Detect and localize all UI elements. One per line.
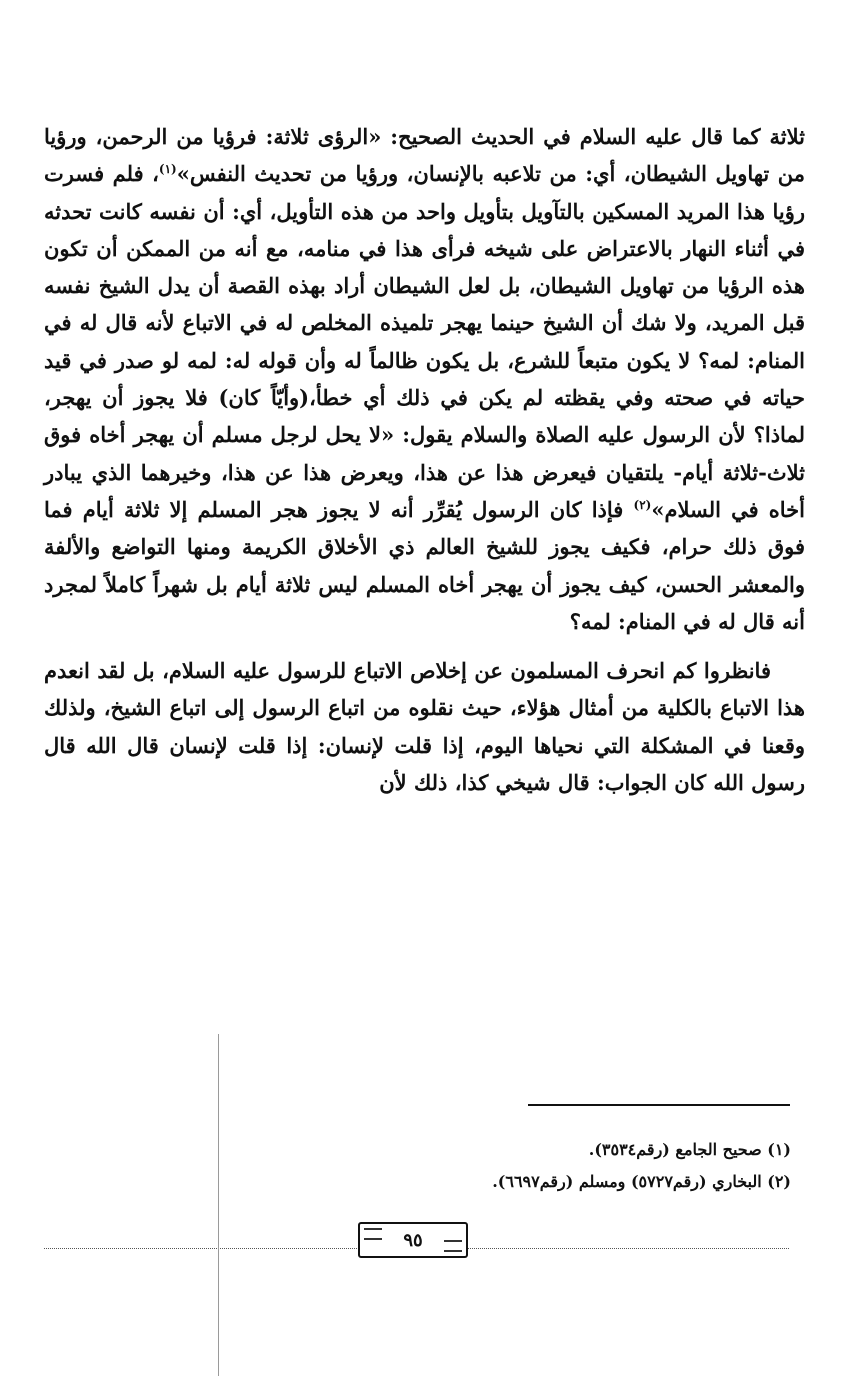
footnote-divider	[528, 1104, 790, 1106]
scan-fold-line	[218, 1034, 219, 1376]
paragraph-1-part-1: ثلاثة كما قال عليه السلام في الحديث الصحيح: «الرؤى ثلاثة: فرؤيا من الرحمن، ورؤيا من تهاويل الشيطان، أي: من تلاعبه بالإنسان، ورؤيا من تحديث النفس»	[44, 124, 805, 187]
page-number-box	[358, 1222, 468, 1258]
page-number: ٩٥	[403, 1229, 423, 1251]
footnote-ref-2[interactable]: (٢)	[633, 497, 652, 512]
footnote-ref-1[interactable]: (١)	[158, 162, 177, 177]
paragraph-1-part-3: فإذا كان الرسول يُقرِّر أنه لا يجوز هجر المسلم إلا ثلاثة أيام فما فوق ذلك حرام، فكيف يجوز للشيخ العالم ذي الأخلاق الكريمة ومنها التواضع والألفة والمعشر الحسن، كيف يجوز أن يهجر أخاه المسلم ليس ثلاثة أيام بل شهراً كاملاً لمجرد أنه قال له في المنام: لمه؟	[44, 496, 805, 634]
ornament-icon	[444, 1240, 462, 1252]
paragraph-2: فانظروا كم انحرف المسلمون عن إخلاص الاتباع للرسول عليه السلام، بل لقد انعدم هذا الاتباع بالكلية من أمثال هؤلاء، حيث نقلوه من اتباع الرسول إلى اتباع الشيخ، ولذلك وقعنا في المشكلة التي نحياها اليوم، إذا قلت لإنسان: إذا قلت لإنسان قال الله قال رسول الله كان الجواب: قال شيخي كذا، ذلك لأن	[44, 658, 805, 796]
paragraph-1-part-2: ، فلم فسرت رؤيا هذا المريد المسكين بالتآويل بتأويل واحد من هذه التأويل، أي: أن نفسه كانت تحدثه في أثناء النهار بالاعتراض على شيخه فرأى هذا في منامه، مع أنه من الممكن أن تكون هذه الرؤيا من تهاويل الشيطان، بل لعل الشيطان أراد بهذه القصة أن يدل الشيخ نفسه قبل المريد، ولا شك أن الشيخ حينما يهجر تلميذه المخلص له في الاتباع لأنه قال له في المنام: لمه؟ لا يكون متبعاً للشرع، بل يكون ظالماً له وأن قوله له: لمه لو صدر في قيد حياته في صحته وفي يقظته لم يكن في ذلك أي خطأ،(وأيّاً كان) فلا يجوز أن يهجر، لماذا؟ لأن الرسول عليه الصلاة والسلام يقول: «لا يحل لرجل مسلم أن يهجر أخاه فوق ثلاث-ثلاثة أيام- يلتقيان فيعرض هذا عن هذا، ويعرض هذا عن هذا، وخيرهما الذي يبادر أخاه في السلام»	[44, 161, 805, 522]
footnotes	[44, 1134, 791, 1198]
footnote-1: (١) صحيح الجامع (رقم٣٥٣٤).	[588, 1140, 791, 1159]
paragraph-1	[44, 118, 805, 640]
footnote-2: (٢) البخاري (رقم٥٧٢٧) ومسلم (رقم٦٦٩٧).	[492, 1172, 791, 1191]
main-text	[44, 118, 805, 801]
ornament-icon	[364, 1228, 382, 1240]
